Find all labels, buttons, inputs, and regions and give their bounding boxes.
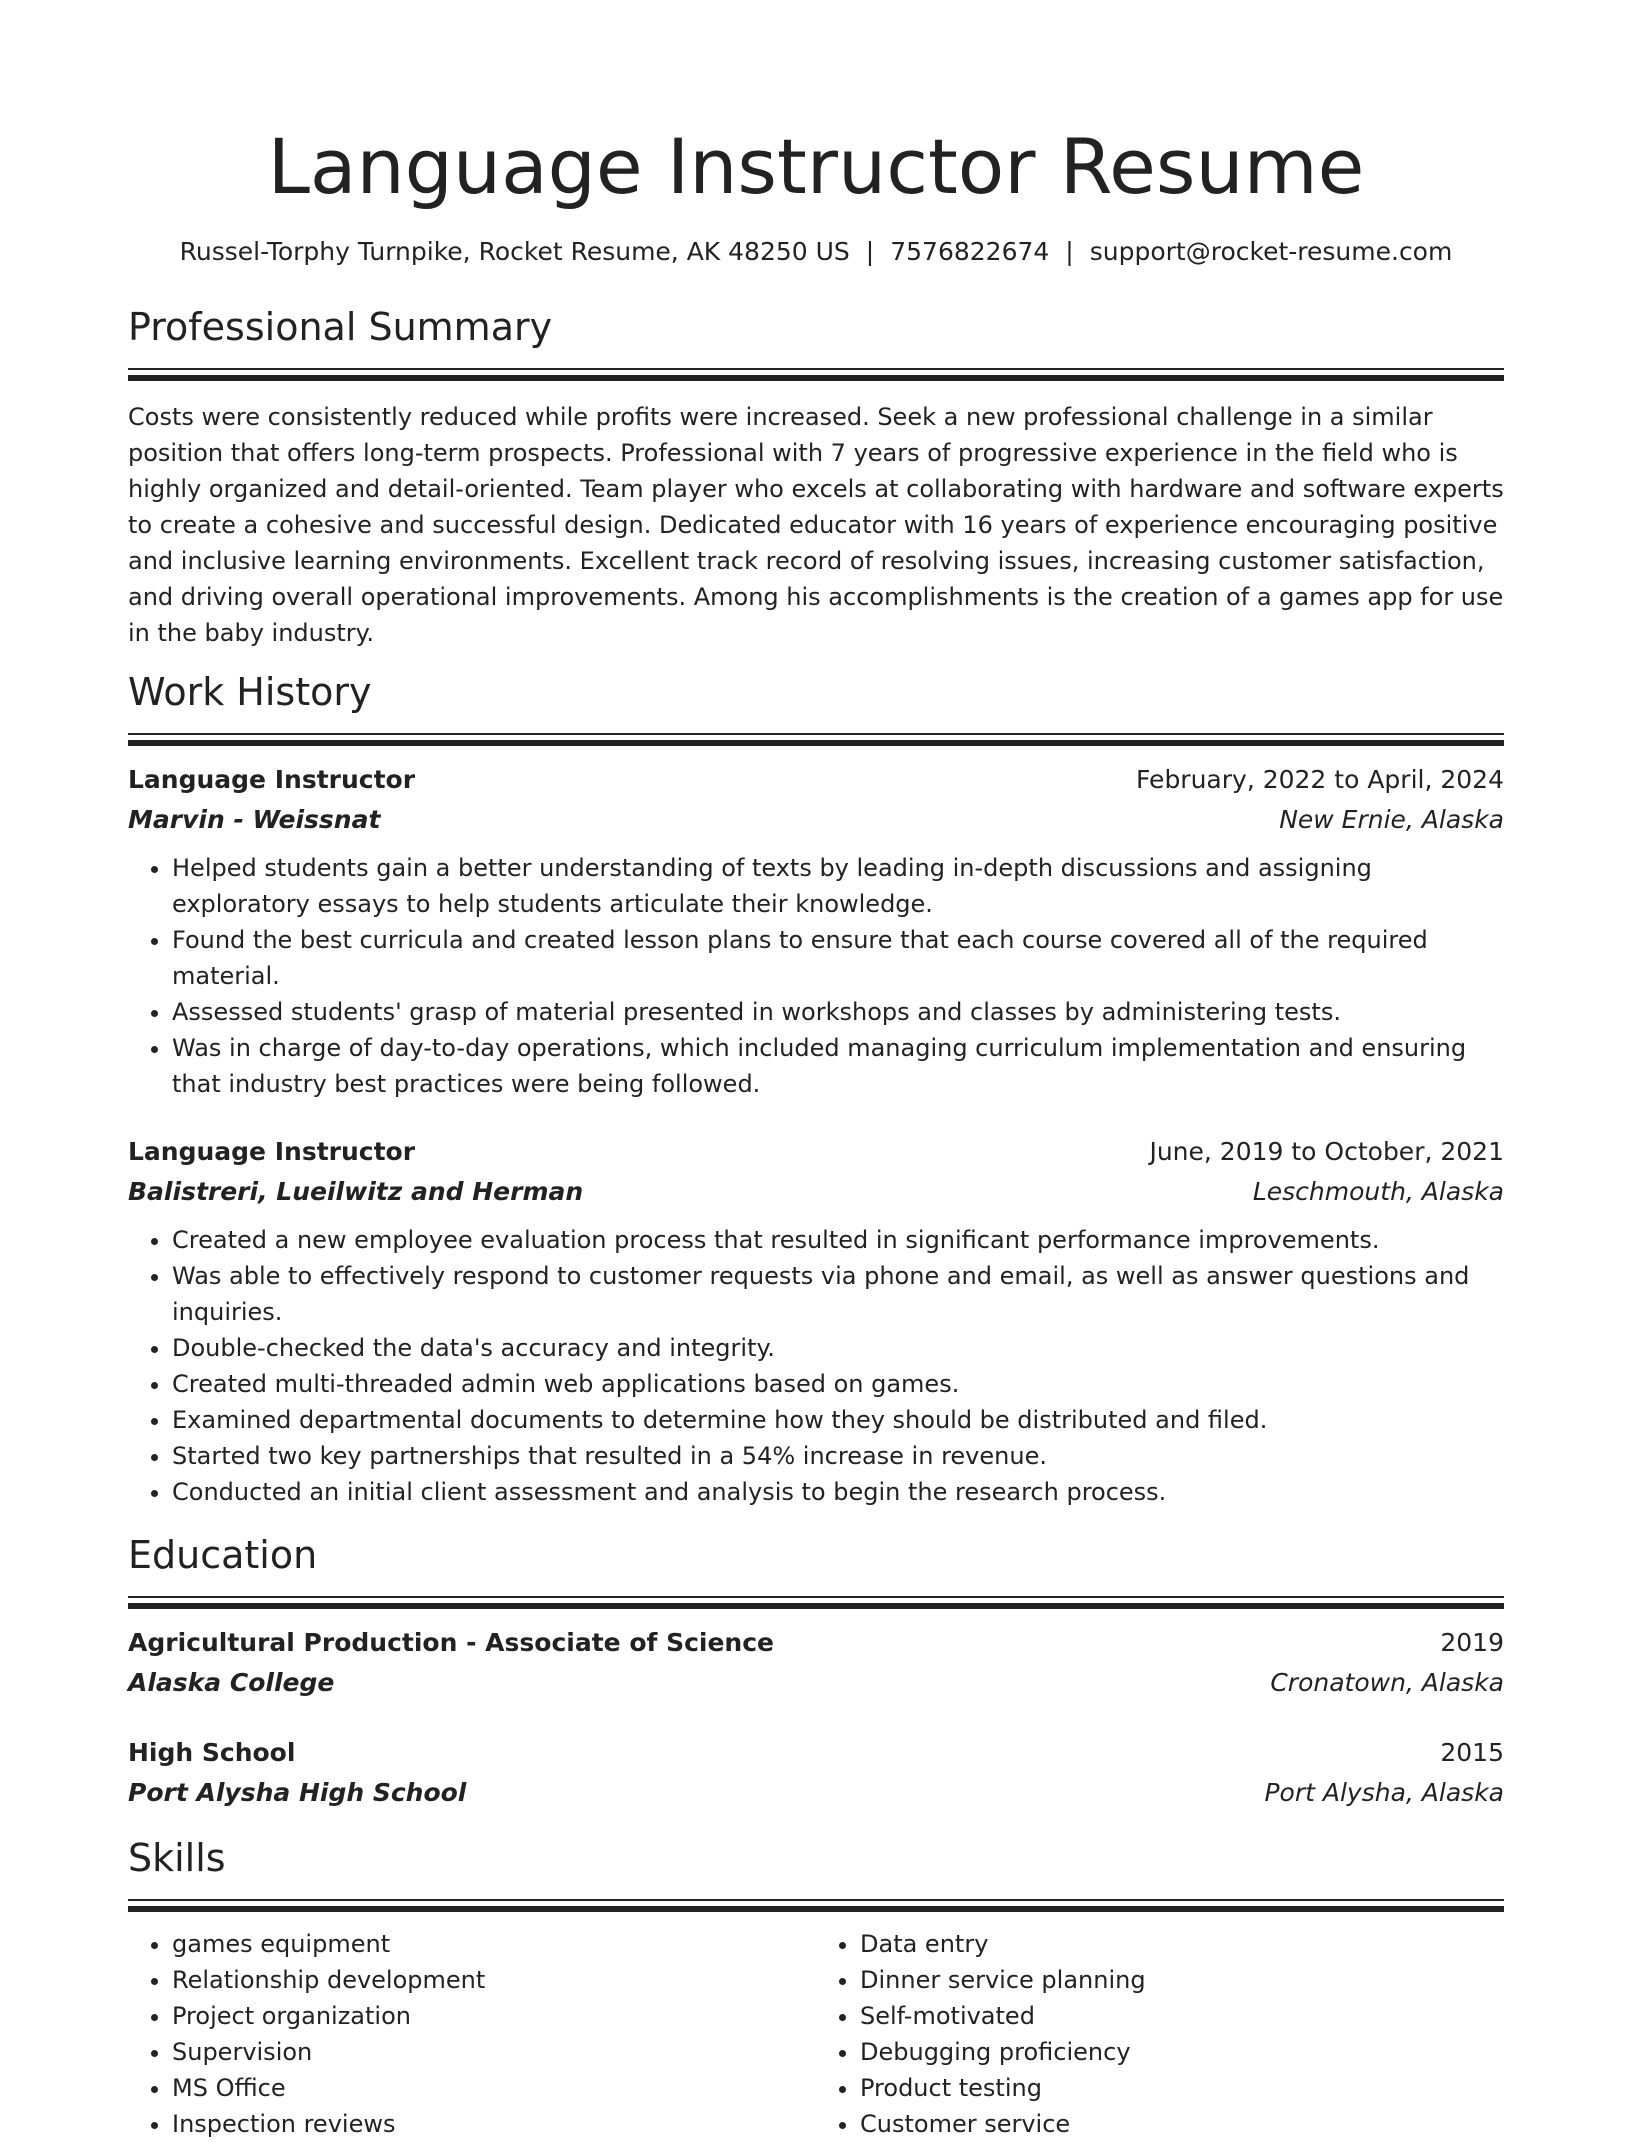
list-item: • Started two key partnerships that resulted in a 54% increase in revenue. xyxy=(172,1438,1504,1474)
job-company: Balistreri, Lueilwitz and Herman xyxy=(128,1177,584,1206)
skill-item: • Self-motivated xyxy=(860,1998,1504,2034)
list-item: • Assessed students' grasp of material presented in workshops and classes by administering tests. xyxy=(172,994,1504,1030)
section-heading-work: Work History xyxy=(128,670,372,714)
section-heading-skills: Skills xyxy=(128,1836,226,1880)
education-entry xyxy=(128,1623,1504,1703)
list-item: • Found the best curricula and created lesson plans to ensure that each course covered all of the required material. xyxy=(172,922,1504,994)
skills-columns xyxy=(128,1926,1504,2142)
skill-item: • Data entry xyxy=(860,1926,1504,1962)
list-item: • Was able to effectively respond to customer requests via phone and email, as well as answer questions and inquiries. xyxy=(172,1258,1504,1330)
section-divider xyxy=(128,1596,1504,1609)
contact-address: Russel-Torphy Turnpike, Rocket Resume, AK 48250 US xyxy=(179,237,850,266)
resume-title: Language Instructor Resume xyxy=(267,122,1365,211)
section-heading-education: Education xyxy=(128,1533,318,1577)
skills-list-right xyxy=(816,1926,1504,2142)
skill-item: • Supervision xyxy=(172,2034,816,2070)
education-degree: Agricultural Production - Associate of Science xyxy=(128,1628,774,1657)
job-location: Leschmouth, Alaska xyxy=(1252,1177,1504,1206)
skill-item: • games equipment xyxy=(172,1926,816,1962)
section-heading-summary: Professional Summary xyxy=(128,305,553,349)
job-company: Marvin - Weissnat xyxy=(128,805,381,834)
skills-section xyxy=(128,1833,1504,2142)
job-location: New Ernie, Alaska xyxy=(1279,805,1504,834)
skill-item: • Product testing xyxy=(860,2070,1504,2106)
education-school: Alaska College xyxy=(128,1668,335,1697)
list-item: • Conducted an initial client assessment and analysis to begin the research process. xyxy=(172,1474,1504,1510)
education-location: Cronatown, Alaska xyxy=(1270,1668,1504,1697)
work-section xyxy=(128,667,1504,1510)
job-title: Language Instructor xyxy=(128,1137,416,1166)
list-item: • Examined departmental documents to determine how they should be distributed and filed. xyxy=(172,1402,1504,1438)
education-entry xyxy=(128,1733,1504,1813)
job-entry xyxy=(128,1132,1504,1510)
job-bullets xyxy=(128,1222,1504,1510)
summary-section xyxy=(128,302,1504,651)
list-item: • Created a new employee evaluation process that resulted in significant performance improvements. xyxy=(172,1222,1504,1258)
contact-phone: 7576822674 xyxy=(890,237,1050,266)
skill-item: • Customer service xyxy=(860,2106,1504,2142)
job-dates: February, 2022 to April, 2024 xyxy=(1136,765,1504,794)
summary-text: Costs were consistently reduced while profits were increased. Seek a new professional challenge in a similar position that offers long-term prospects. Professional with 7 years of progressive experience in the field who is highly organized and detail-oriented. Team player who excels at collaborating with hardware and software experts to create a cohesive and successful design. Dedicated educator with 16 years of experience encouraging positive and inclusive learning environments. Excellent track record of resolving issues, increasing customer satisfaction, and driving overall operational improvements. Among his accomplishments is the creation of a games app for use in the baby industry. xyxy=(128,403,1504,647)
education-school: Port Alysha High School xyxy=(128,1778,467,1807)
skills-list-left xyxy=(128,1926,816,2142)
education-year: 2019 xyxy=(1440,1628,1504,1657)
list-item: • Was in charge of day-to-day operations, which included managing curriculum implementation and ensuring that industry best practices were being followed. xyxy=(172,1030,1504,1102)
education-section xyxy=(128,1530,1504,1813)
skill-item: • Relationship development xyxy=(172,1962,816,1998)
list-item: • Helped students gain a better understanding of texts by leading in-depth discussions and assigning exploratory essays to help students articulate their knowledge. xyxy=(172,850,1504,922)
list-item: • Created multi-threaded admin web applications based on games. xyxy=(172,1366,1504,1402)
education-degree: High School xyxy=(128,1738,296,1767)
contact-email: support@rocket-resume.com xyxy=(1089,237,1453,266)
skill-item: • Debugging proficiency xyxy=(860,2034,1504,2070)
job-bullets xyxy=(128,850,1504,1102)
skill-item: • Project organization xyxy=(172,1998,816,2034)
job-entry xyxy=(128,760,1504,1102)
job-dates: June, 2019 to October, 2021 xyxy=(1149,1137,1504,1166)
section-divider xyxy=(128,1899,1504,1912)
contact-separator: | xyxy=(865,237,875,266)
education-location: Port Alysha, Alaska xyxy=(1264,1778,1504,1807)
contact-separator: | xyxy=(1065,237,1074,266)
section-divider xyxy=(128,368,1504,381)
skill-item: • Dinner service planning xyxy=(860,1962,1504,1998)
education-year: 2015 xyxy=(1440,1738,1504,1767)
job-title: Language Instructor xyxy=(128,765,416,794)
skill-item: • Inspection reviews xyxy=(172,2106,816,2142)
skill-item: • MS Office xyxy=(172,2070,816,2106)
section-divider xyxy=(128,733,1504,746)
list-item: • Double-checked the data's accuracy and integrity. xyxy=(172,1330,1504,1366)
contact-line xyxy=(128,234,1504,270)
